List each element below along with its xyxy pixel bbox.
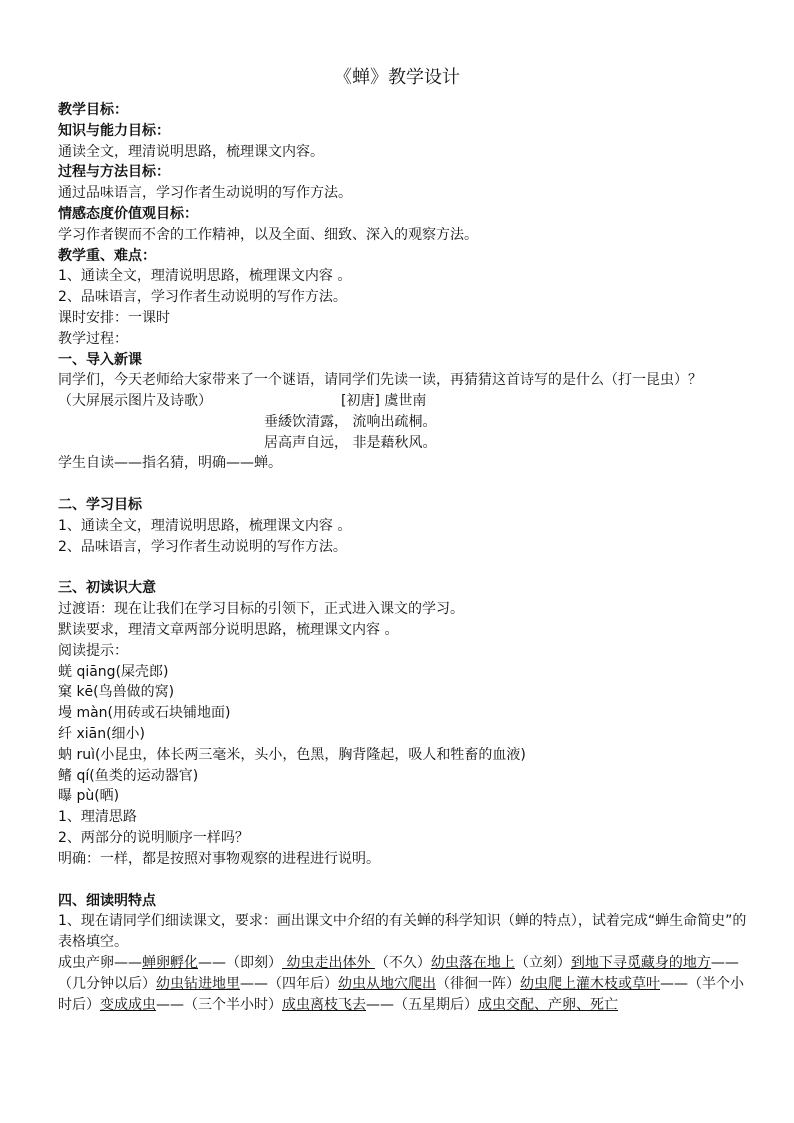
chain-answer-segment: 幼虫爬上灌木枝或草叶 bbox=[520, 975, 660, 992]
section1-conclusion: 学生自读——指名猜，明确——蝉。 bbox=[58, 455, 282, 472]
reading-tips-heading: 阅读提示： bbox=[58, 642, 128, 659]
chain-answer-segment: 蝉卵孵化 bbox=[142, 954, 198, 971]
chain-connector: ——（几分钟以后） bbox=[58, 954, 739, 992]
key-point-item: 1、通读全文，理清说明思路，梳理课文内容 。 bbox=[58, 268, 352, 285]
poem-note: （大屏展示图片及诗歌） bbox=[58, 393, 212, 410]
section2-heading: 二、学习目标 bbox=[58, 496, 142, 513]
vocab-item: 蜣 qiāng(屎壳郎) bbox=[58, 663, 169, 680]
process-heading: 教学过程： bbox=[58, 330, 128, 347]
knowledge-objective-heading: 知识与能力目标： bbox=[58, 122, 170, 139]
chain-answer-segment: 到地下寻觅藏身的地方 bbox=[570, 954, 711, 971]
section3-requirement: 默读要求，理清文章两部分说明思路，梳理课文内容 。 bbox=[58, 621, 399, 638]
chain-connector: 成虫产卵 bbox=[58, 954, 114, 971]
chain-connector: （立刻） bbox=[514, 954, 571, 971]
chain-connector: ——（三个半小时） bbox=[156, 996, 282, 1013]
chain-answer-segment: 变成成虫 bbox=[100, 996, 156, 1013]
chain-answer-segment: 成虫离枝飞去 bbox=[282, 996, 366, 1013]
vocab-item: 墁 màn(用砖或石块铺地面) bbox=[58, 705, 231, 722]
vocab-item: 蚋 ruì(小昆虫，体长两三毫米，头小，色黑，胸背隆起，吸人和牲畜的血液) bbox=[58, 746, 526, 763]
section3-transition: 过渡语：现在让我们在学习目标的引领下，正式进入课文的学习。 bbox=[58, 601, 464, 618]
knowledge-objective-text: 通读全文，理清说明思路，梳理课文内容。 bbox=[58, 143, 324, 160]
chain-answer-segment: 成虫交配、产卵、死亡 bbox=[478, 996, 618, 1013]
chain-connector: ——（即刻） bbox=[198, 954, 282, 971]
document-title: 《蝉》教学设计 bbox=[334, 67, 460, 88]
vocab-item: 窠 kē(鸟兽做的窝) bbox=[58, 684, 175, 701]
key-points-heading: 教学重、难点： bbox=[58, 247, 156, 264]
section4-task: 1、现在请同学们细读课文，要求：画出课文中介绍的有关蝉的科学知识（蝉的特点），试着完成“蝉生命简史”的表格填空。 bbox=[58, 913, 747, 951]
chain-connector: ——（半个小时后） bbox=[58, 975, 744, 1013]
objectives-heading: 教学目标： bbox=[58, 102, 128, 118]
chain-connector: （徘徊一阵） bbox=[436, 975, 520, 992]
process-objective-text: 通过品味语言，学习作者生动说明的写作方法。 bbox=[58, 185, 352, 202]
section1-intro: 同学们，今天老师给大家带来了一个谜语，请同学们先读一读，再猜猜这首诗写的是什么（打一昆虫）？ bbox=[58, 372, 702, 389]
document-body bbox=[58, 100, 748, 1016]
poem-line: 垂緌饮清露， 流响出疏桐。 bbox=[264, 414, 437, 431]
chain-connector: —— bbox=[114, 954, 142, 971]
process-objective-heading: 过程与方法目标： bbox=[58, 164, 170, 181]
chain-connector: （不久） bbox=[374, 954, 431, 971]
poem-block bbox=[58, 391, 748, 453]
question-item: 1、理清思路 bbox=[58, 809, 137, 826]
section1-heading: 一、导入新课 bbox=[58, 351, 142, 368]
schedule-text: 课时安排：一课时 bbox=[58, 309, 170, 326]
section2-item: 2、品味语言，学习作者生动说明的写作方法。 bbox=[58, 538, 347, 555]
vocab-item: 纤 xiān(细小) bbox=[58, 725, 146, 742]
emotion-objective-heading: 情感态度价值观目标： bbox=[58, 205, 198, 222]
section3-answer: 明确：一样，都是按照对事物观察的进程进行说明。 bbox=[58, 850, 380, 867]
chain-connector: ——（五星期后） bbox=[366, 996, 478, 1013]
chain-answer-segment: 幼虫落在地上 bbox=[430, 954, 515, 971]
chain-answer-segment: 幼虫从地穴爬出 bbox=[338, 975, 436, 992]
vocab-item: 鳍 qí(鱼类的运动器官) bbox=[58, 767, 199, 784]
key-point-item: 2、品味语言，学习作者生动说明的写作方法。 bbox=[58, 289, 347, 306]
poem-author: [初唐] 虞世南 bbox=[341, 393, 427, 410]
emotion-objective-text: 学习作者锲而不舍的工作精神，以及全面、细致、深入的观察方法。 bbox=[58, 226, 478, 243]
chain-answer-segment: 幼虫走出体外 bbox=[282, 954, 375, 971]
chain-connector: ——（四年后） bbox=[240, 975, 338, 992]
life-cycle-chain bbox=[58, 953, 748, 1016]
section2-item: 1、通读全文，理清说明思路，梳理课文内容 。 bbox=[58, 517, 352, 534]
poem-line: 居高声自远， 非是藉秋风。 bbox=[264, 435, 437, 452]
vocab-item: 曝 pù(晒) bbox=[58, 788, 120, 805]
section4-heading: 四、细读明特点 bbox=[58, 892, 156, 909]
section3-heading: 三、初读识大意 bbox=[58, 580, 156, 597]
chain-answer-segment: 幼虫钻进地里 bbox=[156, 975, 240, 992]
question-item: 2、两部分的说明顺序一样吗？ bbox=[58, 829, 249, 846]
